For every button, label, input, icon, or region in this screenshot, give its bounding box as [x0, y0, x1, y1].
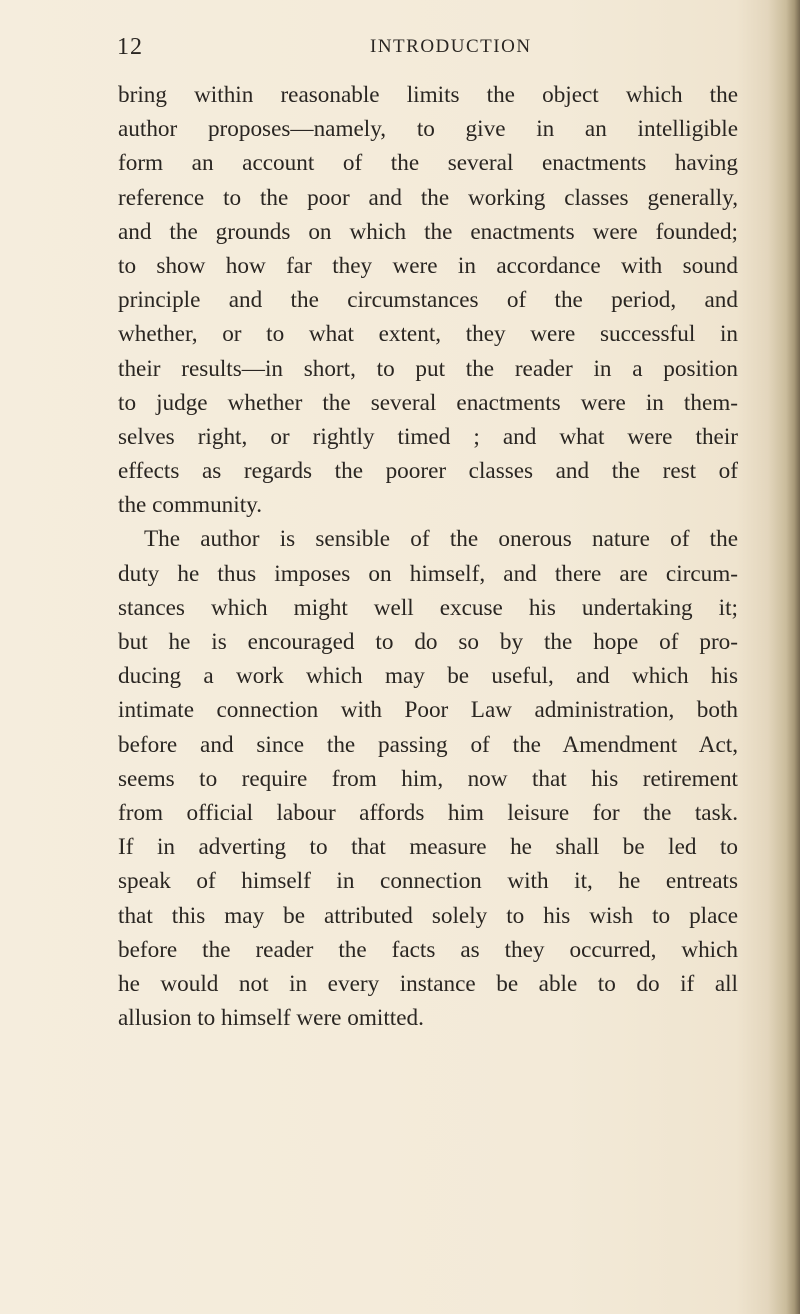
text-line: stances which might well excuse his undertaking it; [118, 594, 738, 621]
text-line: and the grounds on which the enactments were founded; [118, 218, 738, 245]
text-line: form an account of the several enactments having [118, 150, 738, 177]
text-line: whether, or to what extent, they were successful in [118, 321, 738, 348]
text-line: but he is encouraged to do so by the hope of pro- [118, 629, 738, 655]
page-number: 12 [117, 34, 143, 60]
text-line: from official labour affords him leisure for the task. [118, 799, 738, 826]
text-line: before the reader the facts as they occurred, which [118, 936, 738, 963]
running-head: INTRODUCTION [370, 36, 532, 57]
text-line: intimate connection with Poor Law administration, both [118, 697, 738, 724]
text-line: the community. [118, 492, 263, 519]
text-line: principle and the circumstances of the period, and [118, 287, 738, 314]
text-line: before and since the passing of the Amendment Act, [118, 731, 738, 758]
text-line: effects as regards the poorer classes and the rest of [118, 458, 738, 485]
text-line: The author is sensible of the onerous nature of the [144, 526, 738, 553]
text-line: allusion to himself were omitted. [118, 1005, 424, 1032]
page-edge-shadow [786, 0, 800, 1314]
text-line: to judge whether the several enactments were in them- [118, 389, 738, 416]
body-text [118, 78, 738, 1035]
text-line: bring within reasonable limits the object which the [118, 82, 738, 108]
text-line: selves right, or rightly timed ; and what were their [118, 423, 738, 450]
text-line: to show how far they were in accordance with sound [118, 252, 738, 279]
text-line: speak of himself in connection with it, he entreats [118, 868, 738, 895]
page-header [117, 34, 757, 64]
text-line: he would not in every instance be able to do if all [118, 970, 738, 997]
text-line: author proposes—namely, to give in an intelligible [118, 116, 738, 143]
text-line: seems to require from him, now that his retirement [118, 765, 738, 792]
text-line: their results—in short, to put the reader in a position [118, 355, 738, 382]
text-line: reference to the poor and the working classes generally, [118, 184, 738, 211]
text-line: If in adverting to that measure he shall be led to [118, 834, 738, 861]
text-line: that this may be attributed solely to his wish to place [118, 902, 738, 929]
text-line: duty he thus imposes on himself, and there are circum- [118, 560, 738, 587]
text-line: ducing a work which may be useful, and which his [118, 663, 738, 690]
